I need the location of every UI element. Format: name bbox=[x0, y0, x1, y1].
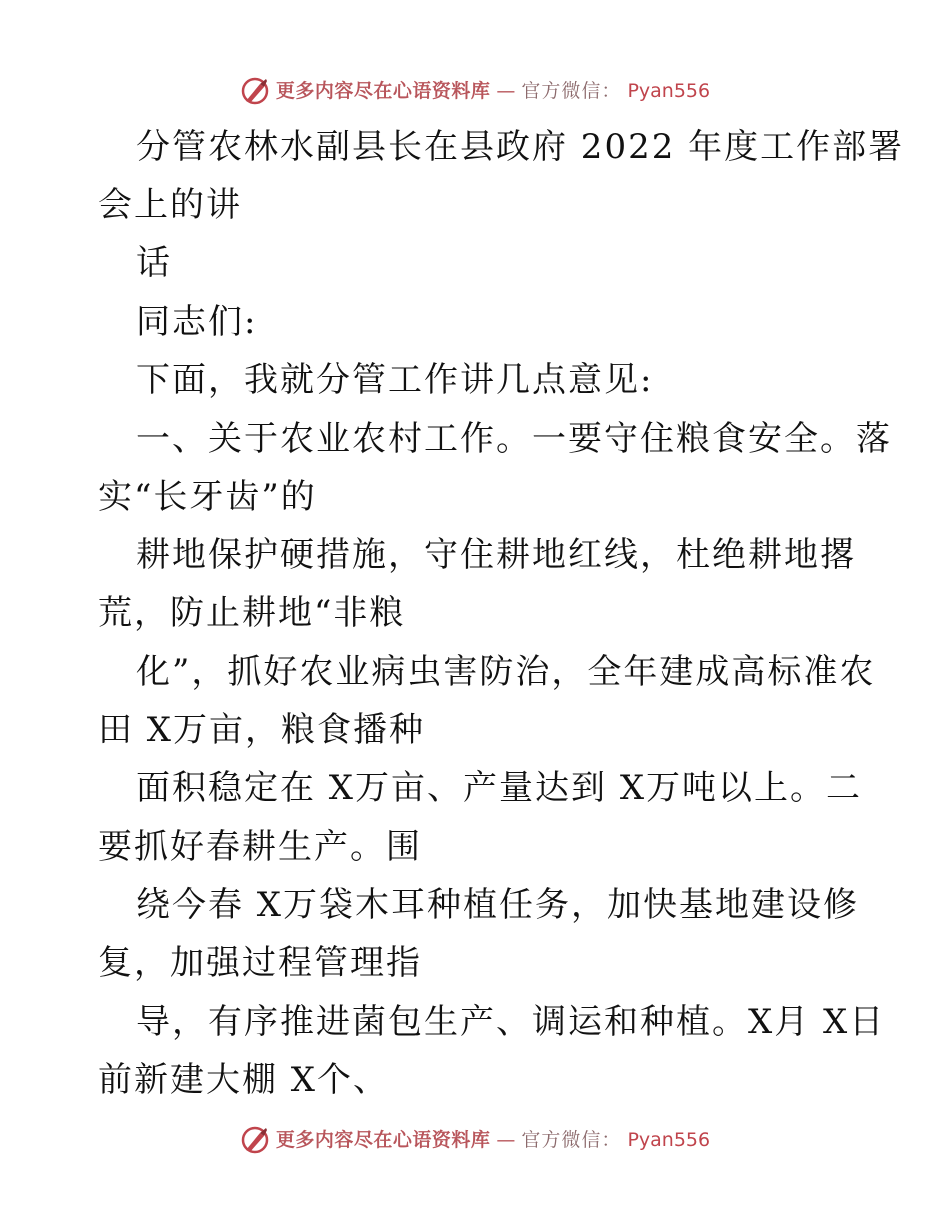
doc-title-line-1: 分管农林水副县长在县政府 2022 年度工作部署 bbox=[136, 127, 905, 167]
doc-paragraph-line: 前新建大棚 X个、 bbox=[98, 1060, 390, 1100]
doc-paragraph-line: 田 X万亩，粮食播种 bbox=[98, 710, 426, 750]
doc-paragraph-line: 导，有序推进菌包生产、调运和种植。X月 X日 bbox=[136, 1002, 886, 1042]
doc-title-line-3: 话 bbox=[136, 243, 172, 283]
doc-paragraph-line: 荒，防止耕地“非粮 bbox=[98, 593, 406, 633]
doc-salutation: 同志们: bbox=[136, 302, 258, 342]
watermark-site-name: 更多内容尽在心语资料库 bbox=[275, 1129, 491, 1151]
doc-paragraph-line: 耕地保护硬措施，守住耕地红线，杜绝耕地撂 bbox=[136, 535, 856, 575]
watermark-wechat-id: Pyan556 bbox=[627, 1129, 711, 1151]
watermark-dash: — bbox=[496, 80, 516, 102]
doc-paragraph-line: 绕今春 X万袋木耳种植任务，加快基地建设修 bbox=[136, 885, 860, 925]
watermark-wechat-label: 官方微信： bbox=[521, 1129, 622, 1151]
doc-paragraph-line: 化”，抓好农业病虫害防治，全年建成高标准农 bbox=[136, 652, 876, 692]
doc-paragraph-line: 实“长牙齿”的 bbox=[98, 477, 317, 517]
doc-title-line-2: 会上的讲 bbox=[98, 185, 242, 225]
doc-paragraph-line: 复，加强过程管理指 bbox=[98, 943, 422, 983]
doc-paragraph-line: 下面，我就分管工作讲几点意见: bbox=[136, 360, 654, 400]
doc-paragraph-line: 面积稳定在 X万亩、产量达到 X万吨以上。二 bbox=[136, 768, 863, 808]
watermark-wechat-label: 官方微信： bbox=[521, 80, 622, 102]
watermark-dash: — bbox=[496, 1129, 516, 1151]
quill-pen-logo-icon bbox=[240, 1125, 270, 1155]
doc-paragraph-line: 要抓好春耕生产。围 bbox=[98, 827, 422, 867]
doc-paragraph-line: 一、关于农业农村工作。一要守住粮食安全。落 bbox=[136, 419, 892, 459]
watermark-footer bbox=[0, 1125, 950, 1155]
watermark-site-name: 更多内容尽在心语资料库 bbox=[275, 80, 491, 102]
watermark-wechat-id: Pyan556 bbox=[627, 80, 711, 102]
